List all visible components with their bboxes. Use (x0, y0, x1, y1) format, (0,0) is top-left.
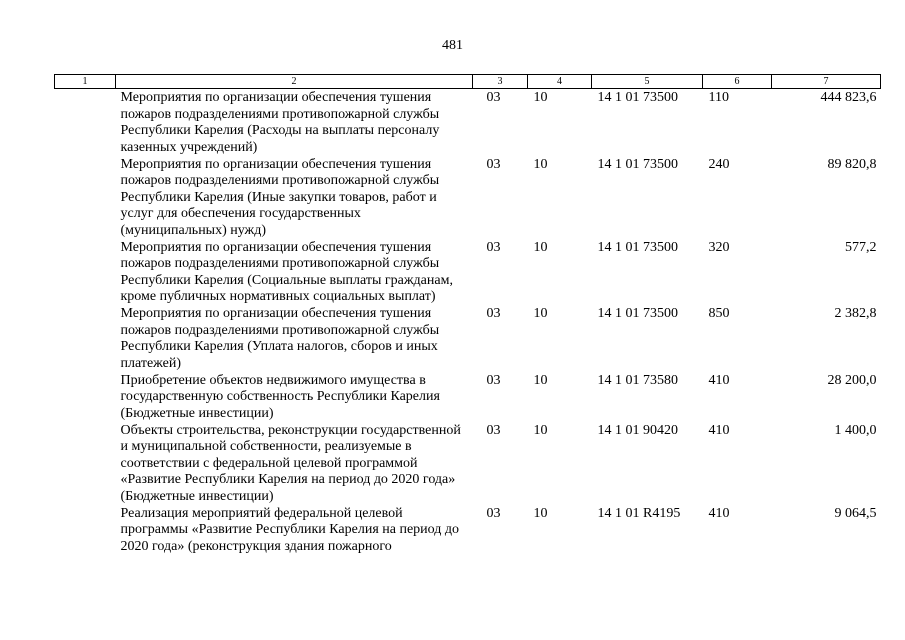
expense-name: Мероприятия по организации обеспечения тушения пожаров подразделениями противопожарной службы Республики Карелия (Расходы на выплаты персоналу казенных учреждений) (120, 90, 440, 155)
row-number-cell (55, 506, 116, 556)
column-number: 4 (528, 75, 592, 89)
subsection-code: 10 (533, 306, 548, 321)
column-number: 5 (592, 75, 703, 89)
target-article-code: 14 1 01 90420 (597, 422, 678, 438)
section-code: 03 (486, 156, 501, 172)
sum-value: 444 823,6 (820, 90, 877, 105)
target-article-code: 14 1 01 73500 (597, 306, 678, 321)
table-row (55, 306, 881, 373)
column-number: 1 (55, 75, 116, 89)
column-number: 6 (703, 75, 772, 89)
row-number-cell (55, 240, 116, 307)
target-article-code: 14 1 01 R4195 (597, 505, 681, 521)
table-row (55, 506, 881, 556)
expense-type-code: 240 (708, 156, 730, 172)
subsection-code: 10 (533, 372, 548, 388)
section-code: 03 (486, 239, 501, 255)
subsection-code: 10 (533, 90, 548, 105)
subsection-code: 10 (533, 239, 548, 255)
table-row (55, 240, 881, 307)
expense-type-code: 110 (708, 90, 729, 105)
sum-value: 89 820,8 (827, 156, 877, 172)
expense-name: Мероприятия по организации обеспечения тушения пожаров подразделениями противопожарной службы Республики Карелия (Социальные выплаты гражданам, кроме публичных нормативных социальных выплат) (120, 239, 453, 304)
row-number-cell (55, 89, 116, 157)
expense-type-code: 410 (708, 372, 730, 388)
expense-type-code: 410 (708, 422, 730, 438)
table-row (55, 89, 881, 157)
table-row (55, 423, 881, 506)
expense-name: Мероприятия по организации обеспечения тушения пожаров подразделениями противопожарной службы Республики Карелия (Иные закупки товаров, работ и услуг для обеспечения государственных (муниципальных) нужд) (120, 156, 440, 238)
expense-type-code: 320 (708, 239, 730, 255)
page-number: 481 (442, 38, 463, 53)
expense-name: Мероприятия по организации обеспечения тушения пожаров подразделениями противопожарной службы Республики Карелия (Уплата налогов, сборов и иных платежей) (120, 306, 440, 371)
column-number-row (55, 75, 881, 89)
budget-table (54, 74, 881, 556)
expense-name: Реализация мероприятий федеральной целевой программы «Развитие Республики Карелия на период до 2020 года» (реконструкция здания пожарного (120, 505, 460, 554)
sum-value: 28 200,0 (827, 372, 877, 388)
sum-value: 577,2 (845, 239, 877, 255)
column-number: 7 (772, 75, 881, 89)
section-code: 03 (486, 422, 501, 438)
section-code: 03 (486, 505, 501, 521)
target-article-code: 14 1 01 73580 (597, 372, 678, 388)
row-number-cell (55, 157, 116, 240)
section-code: 03 (486, 306, 501, 321)
target-article-code: 14 1 01 73500 (597, 90, 678, 105)
sum-value: 2 382,8 (834, 306, 877, 321)
sum-value: 1 400,0 (834, 422, 877, 438)
row-number-cell (55, 423, 116, 506)
column-number: 2 (116, 75, 473, 89)
table-row (55, 157, 881, 240)
subsection-code: 10 (533, 422, 548, 438)
subsection-code: 10 (533, 505, 548, 521)
expense-type-code: 850 (708, 306, 730, 321)
target-article-code: 14 1 01 73500 (597, 239, 678, 255)
section-code: 03 (486, 90, 501, 105)
table-row (55, 373, 881, 423)
section-code: 03 (486, 372, 501, 388)
row-number-cell (55, 306, 116, 373)
subsection-code: 10 (533, 156, 548, 172)
column-number: 3 (473, 75, 528, 89)
sum-value: 9 064,5 (834, 505, 877, 521)
expense-name: Приобретение объектов недвижимого имущества в государственную собственность Республики Карелия (Бюджетные инвестиции) (120, 372, 440, 421)
target-article-code: 14 1 01 73500 (597, 156, 678, 172)
expense-name: Объекты строительства, реконструкции государственной и муниципальной собственности, реализуемые в соответствии с федеральной целевой программой «Развитие Республики Карелия на период до 2020 года» (Бюджетные инвестиции) (120, 422, 461, 504)
row-number-cell (55, 373, 116, 423)
expense-type-code: 410 (708, 505, 730, 521)
